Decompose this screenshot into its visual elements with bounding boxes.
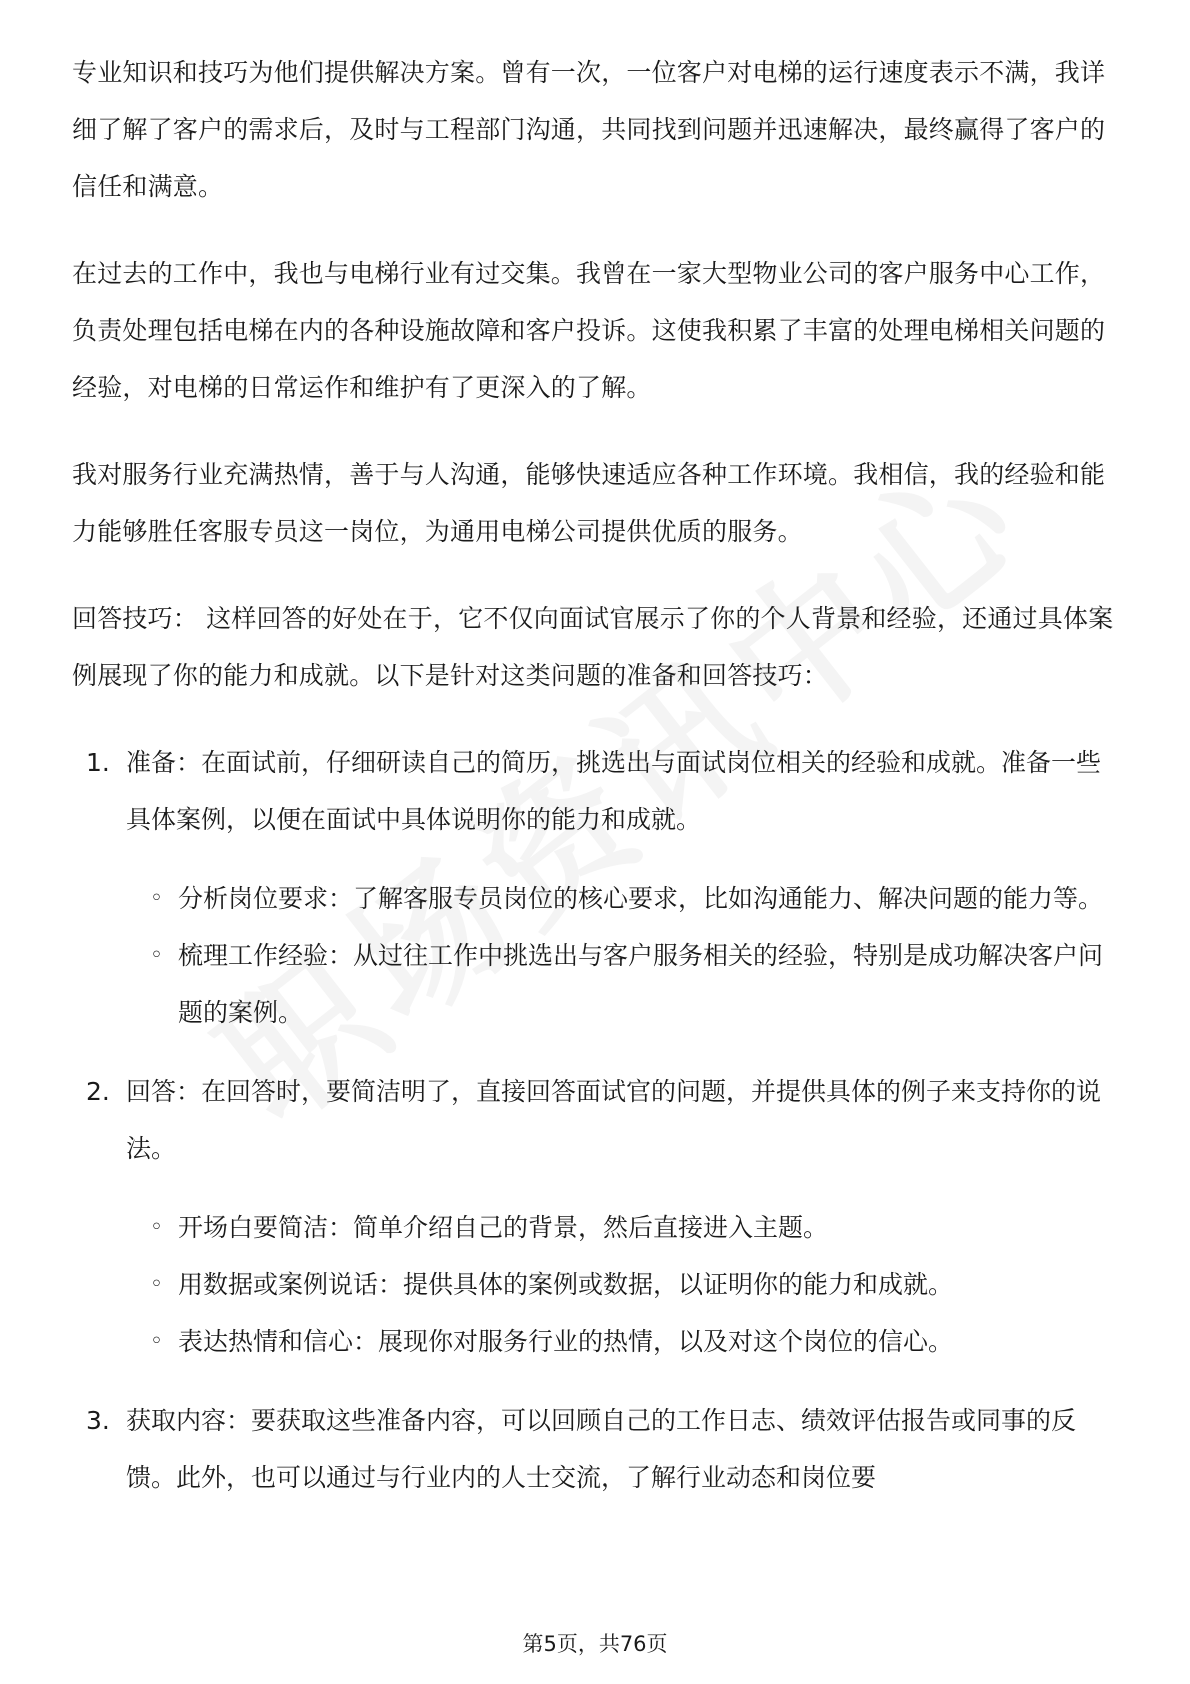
bullet-icon: ◦ [150,886,163,911]
numbered-list [72,734,1122,1506]
list-item [72,734,1122,1041]
bullet-item [126,1313,1122,1370]
list-item-text: 获取内容：要获取这些准备内容，可以回顾自己的工作日志、绩效评估报告或同事的反馈。此外，也可以通过与行业内的人士交流，了解行业动态和岗位要 [126,1406,1077,1492]
bullet-item [126,1199,1122,1256]
bullet-list [126,1199,1122,1370]
bullet-item [126,927,1122,1041]
bullet-text: 用数据或案例说话：提供具体的案例或数据，以证明你的能力和成就。 [178,1270,954,1299]
paragraph: 专业知识和技巧为他们提供解决方案。曾有一次，一位客户对电梯的运行速度表示不满，我详细了解了客户的需求后，及时与工程部门沟通，共同找到问题并迅速解决，最终赢得了客户的信任和满意。 [72,58,1106,201]
bullet-text: 开场白要简洁：简单介绍自己的背景，然后直接进入主题。 [178,1213,829,1242]
paragraph: 我对服务行业充满热情，善于与人沟通，能够快速适应各种工作环境。我相信，我的经验和能力能够胜任客服专员这一岗位，为通用电梯公司提供优质的服务。 [72,460,1106,546]
list-number: 1. [86,748,110,777]
bullet-icon: ◦ [150,943,163,968]
bullet-text: 表达热情和信心：展现你对服务行业的热情，以及对这个岗位的信心。 [178,1327,954,1356]
bullet-text: 分析岗位要求：了解客服专员岗位的核心要求，比如沟通能力、解决问题的能力等。 [178,884,1104,913]
list-number: 2. [86,1077,110,1106]
bullet-icon: ◦ [150,1272,163,1297]
list-number: 3. [86,1406,110,1435]
list-item [72,1392,1122,1506]
list-item [72,1063,1122,1370]
bullet-list [126,870,1122,1041]
bullet-item [126,870,1122,927]
bullet-item [126,1256,1122,1313]
bullet-text: 梳理工作经验：从过往工作中挑选出与客户服务相关的经验，特别是成功解决客户问题的案例。 [178,941,1104,1027]
bullet-icon: ◦ [150,1215,163,1240]
page-footer: 第5页，共76页 [522,1632,668,1656]
page-content [72,44,1122,1528]
paragraph: 在过去的工作中，我也与电梯行业有过交集。我曾在一家大型物业公司的客户服务中心工作，负责处理包括电梯在内的各种设施故障和客户投诉。这使我积累了丰富的处理电梯相关问题的经验，对电梯的日常运作和维护有了更深入的了解。 [72,259,1106,402]
list-item-text: 准备：在面试前，仔细研读自己的简历，挑选出与面试岗位相关的经验和成就。准备一些具体案例，以便在面试中具体说明你的能力和成就。 [126,748,1102,834]
paragraph-tips: 回答技巧： 这样回答的好处在于，它不仅向面试官展示了你的个人背景和经验，还通过具体案例展现了你的能力和成就。以下是针对这类问题的准备和回答技巧： [72,604,1114,690]
bullet-icon: ◦ [150,1329,163,1354]
list-item-text: 回答：在回答时，要简洁明了，直接回答面试官的问题，并提供具体的例子来支持你的说法。 [126,1077,1102,1163]
